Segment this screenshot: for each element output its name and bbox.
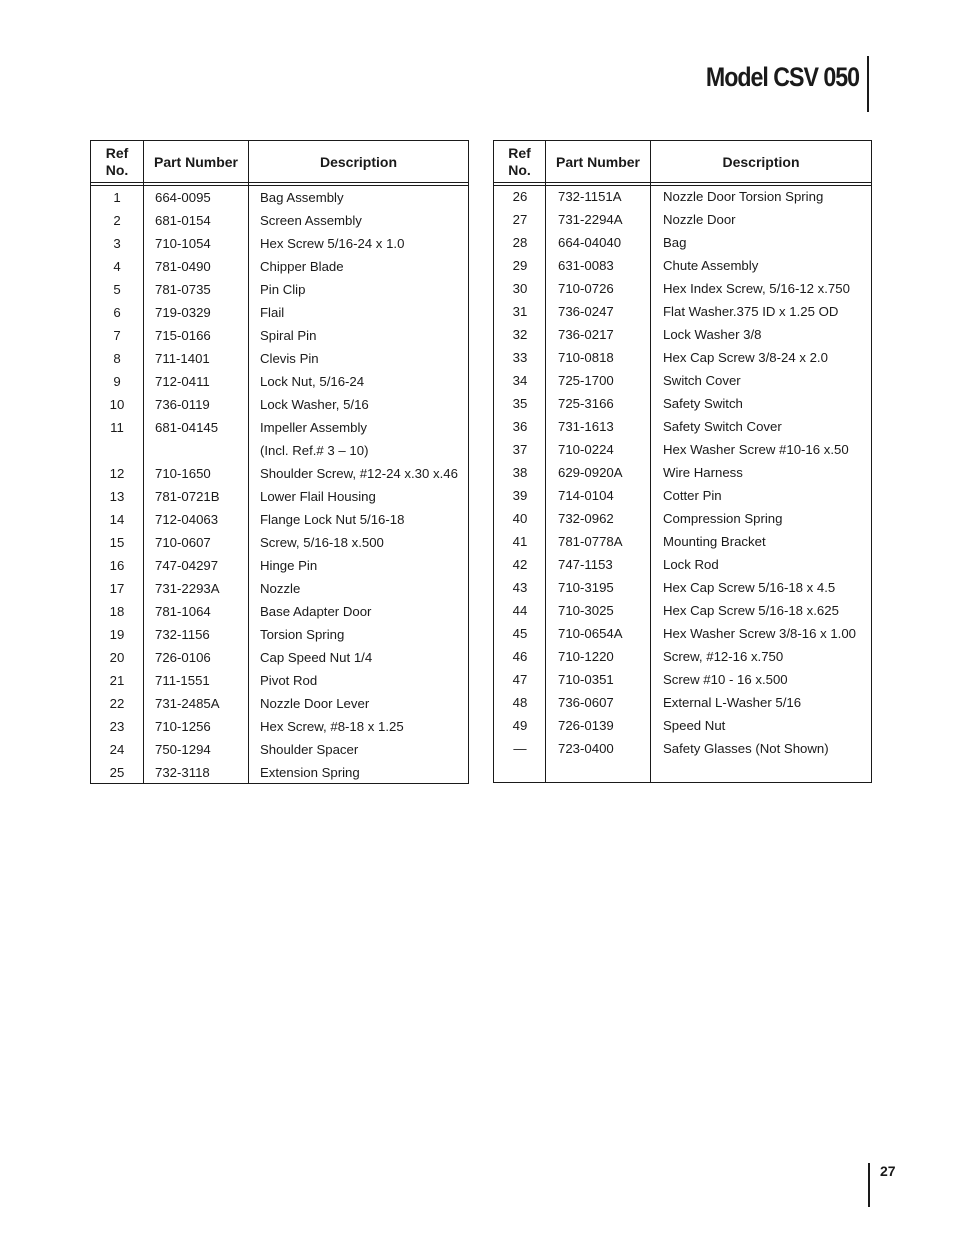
ref-cell: — xyxy=(513,741,527,756)
table-row xyxy=(91,278,468,301)
part-number-cell: 781-0721B xyxy=(155,489,220,504)
description-cell: Screw #10 - 16 x.500 xyxy=(663,672,788,687)
ref-cell: 2 xyxy=(113,213,121,228)
description-cell: Hinge Pin xyxy=(260,558,318,573)
ref-cell: 13 xyxy=(109,489,125,504)
table-row xyxy=(494,507,871,530)
part-number-cell: 712-04063 xyxy=(155,512,219,527)
table-row xyxy=(91,600,468,623)
ref-cell: 16 xyxy=(109,558,125,573)
part-number-cell: 681-04145 xyxy=(155,420,219,435)
description-cell: Chipper Blade xyxy=(260,259,344,274)
part-number-cell: 781-0735 xyxy=(155,282,211,297)
part-number-cell: 710-0818 xyxy=(558,350,614,365)
ref-cell: 48 xyxy=(512,695,528,710)
ref-cell: 7 xyxy=(113,328,121,343)
part-number-cell: 726-0139 xyxy=(558,718,614,733)
table-row xyxy=(494,415,871,438)
table-row xyxy=(494,461,871,484)
ref-cell: 22 xyxy=(109,696,125,711)
table-row xyxy=(494,369,871,392)
table-row xyxy=(91,646,468,669)
part-number-cell: 747-1153 xyxy=(558,557,613,572)
ref-cell: 20 xyxy=(109,650,125,665)
part-number-cell: 719-0329 xyxy=(155,305,211,320)
table-row xyxy=(494,277,871,300)
part-number-cell: 710-1054 xyxy=(155,236,211,251)
description-cell: Safety Glasses (Not Shown) xyxy=(663,741,829,756)
ref-cell: 8 xyxy=(113,351,121,366)
ref-cell: 39 xyxy=(512,488,528,503)
description-cell: Lock Washer, 5/16 xyxy=(260,397,369,412)
ref-cell: 9 xyxy=(113,374,121,389)
part-number-cell: 725-1700 xyxy=(558,373,614,388)
part-number-cell: 736-0217 xyxy=(558,327,614,342)
ref-cell: 41 xyxy=(512,534,528,549)
ref-cell: 45 xyxy=(512,626,528,641)
table-row xyxy=(494,622,871,645)
part-number-cell: 736-0119 xyxy=(155,397,210,412)
parts-table-right xyxy=(493,140,872,783)
part-number-cell: 736-0247 xyxy=(558,304,614,319)
ref-cell: 11 xyxy=(110,420,124,435)
table-row xyxy=(494,254,871,277)
part-number-cell: 726-0106 xyxy=(155,650,211,665)
description-cell: Pin Clip xyxy=(260,282,306,297)
description-cell: Nozzle Door xyxy=(663,212,736,227)
ref-cell: 33 xyxy=(512,350,528,365)
table-row xyxy=(494,392,871,415)
description-cell: Compression Spring xyxy=(663,511,783,526)
description-cell: Hex Index Screw, 5/16-12 x.750 xyxy=(663,281,850,296)
description-cell: Flange Lock Nut 5/16-18 xyxy=(260,512,405,527)
ref-cell: 17 xyxy=(109,581,125,596)
description-cell: Hex Screw, #8-18 x 1.25 xyxy=(260,719,404,734)
description-cell: Pivot Rod xyxy=(260,673,318,688)
part-number-cell: 681-0154 xyxy=(155,213,211,228)
description-cell: Safety Switch Cover xyxy=(663,419,782,434)
page-number: 27 xyxy=(880,1163,896,1179)
description-cell: Cotter Pin xyxy=(663,488,722,503)
description-cell: Spiral Pin xyxy=(260,328,317,343)
part-number-cell: 732-1156 xyxy=(155,627,210,642)
description-cell: Screw, 5/16-18 x.500 xyxy=(260,535,384,550)
part-number-cell: 629-0920A xyxy=(558,465,623,480)
part-number-cell: 781-1064 xyxy=(155,604,211,619)
ref-cell: 30 xyxy=(512,281,528,296)
title-rule xyxy=(867,56,869,112)
part-number-cell: 631-0083 xyxy=(558,258,614,273)
table-row xyxy=(91,209,468,232)
ref-cell: 6 xyxy=(113,305,121,320)
part-number-cell: 731-2293A xyxy=(155,581,220,596)
description-cell: Nozzle Door Torsion Spring xyxy=(663,189,824,204)
table-row xyxy=(494,438,871,461)
table-row xyxy=(494,346,871,369)
part-number-cell: 715-0166 xyxy=(155,328,211,343)
part-number-cell: 750-1294 xyxy=(155,742,211,757)
part-number-cell: 711-1401 xyxy=(155,351,210,366)
ref-cell: 31 xyxy=(512,304,528,319)
description-cell: Hex Cap Screw 5/16-18 x.625 xyxy=(663,603,839,618)
part-number-cell: 710-1256 xyxy=(155,719,211,734)
description-cell: Nozzle Door Lever xyxy=(260,696,370,711)
description-cell: Torsion Spring xyxy=(260,627,345,642)
part-number-cell: 747-04297 xyxy=(155,558,219,573)
part-number-cell: 731-2485A xyxy=(155,696,220,711)
ref-cell: 21 xyxy=(109,673,125,688)
table-row xyxy=(494,553,871,576)
description-cell: Base Adapter Door xyxy=(260,604,372,619)
table-row xyxy=(91,255,468,278)
table-row xyxy=(91,623,468,646)
ref-cell: 3 xyxy=(113,236,121,251)
table-row xyxy=(91,301,468,324)
page-title: Model CSV 050 xyxy=(705,62,859,92)
ref-cell: 35 xyxy=(512,396,528,411)
table-row xyxy=(91,485,468,508)
table-row xyxy=(494,668,871,691)
part-number-cell: 714-0104 xyxy=(558,488,614,503)
ref-cell: 14 xyxy=(109,512,125,527)
description-cell: Hex Cap Screw 3/8-24 x 2.0 xyxy=(663,350,828,365)
table-row xyxy=(91,715,468,738)
part-number-cell: 732-0962 xyxy=(558,511,614,526)
description-cell: Lock Nut, 5/16-24 xyxy=(260,374,365,389)
table-row xyxy=(91,232,468,255)
table-row xyxy=(494,185,871,208)
table-row xyxy=(91,508,468,531)
description-cell: Hex Washer Screw 3/8-16 x 1.00 xyxy=(663,626,857,641)
table-row xyxy=(91,416,468,439)
description-cell: Screw, #12-16 x.750 xyxy=(663,649,784,664)
ref-cell: 28 xyxy=(512,235,528,250)
part-number-cell: 736-0607 xyxy=(558,695,614,710)
table-row xyxy=(91,370,468,393)
table-row xyxy=(91,347,468,370)
description-cell: Hex Washer Screw #10-16 x.50 xyxy=(663,442,849,457)
ref-cell: 47 xyxy=(512,672,528,687)
description-cell: Clevis Pin xyxy=(260,351,319,366)
description-cell: Shoulder Screw, #12-24 x.30 x.46 xyxy=(260,466,458,481)
page-number-rule xyxy=(868,1163,870,1207)
table-row xyxy=(91,692,468,715)
header-description: Description xyxy=(319,153,397,170)
description-cell: Mounting Bracket xyxy=(663,534,766,549)
table-row xyxy=(494,208,871,231)
table-row xyxy=(91,324,468,347)
ref-cell: 1 xyxy=(113,190,121,205)
part-number-cell: 664-0095 xyxy=(155,190,211,205)
ref-cell: 36 xyxy=(512,419,528,434)
description-cell: Chute Assembly xyxy=(663,258,759,273)
ref-cell: 49 xyxy=(512,718,528,733)
part-number-cell: 710-0726 xyxy=(558,281,614,296)
ref-cell: 40 xyxy=(512,511,528,526)
part-number-cell: 711-1551 xyxy=(155,673,210,688)
part-number-cell: 710-3025 xyxy=(558,603,614,618)
description-cell: Flat Washer.375 ID x 1.25 OD xyxy=(663,304,839,319)
table-row xyxy=(494,599,871,622)
ref-cell: 42 xyxy=(512,557,528,572)
table-row xyxy=(91,186,468,209)
description-cell: Extension Spring xyxy=(260,765,360,780)
table-row xyxy=(91,462,468,485)
table-row xyxy=(494,484,871,507)
ref-cell: 26 xyxy=(512,189,528,204)
part-number-cell: 710-0607 xyxy=(155,535,211,550)
part-number-cell: 712-0411 xyxy=(155,374,210,389)
ref-cell: 25 xyxy=(109,765,125,780)
ref-cell: 23 xyxy=(109,719,125,734)
description-cell: Hex Cap Screw 5/16-18 x 4.5 xyxy=(663,580,836,595)
ref-cell: 38 xyxy=(512,465,528,480)
ref-cell: 19 xyxy=(109,627,125,642)
ref-cell: 4 xyxy=(113,259,121,274)
description-cell: Lower Flail Housing xyxy=(260,489,376,504)
description-cell: Bag xyxy=(663,235,687,250)
part-number-cell: 710-3195 xyxy=(558,580,614,595)
table-row xyxy=(494,323,871,346)
description-cell: (Incl. Ref.# 3 – 10) xyxy=(260,443,369,458)
ref-cell: 37 xyxy=(512,442,528,457)
ref-cell: 24 xyxy=(109,742,125,757)
description-cell: Cap Speed Nut 1/4 xyxy=(260,650,373,665)
table-row xyxy=(494,576,871,599)
description-cell: Shoulder Spacer xyxy=(260,742,359,757)
description-cell: External L-Washer 5/16 xyxy=(663,695,802,710)
description-cell: Lock Rod xyxy=(663,557,719,572)
ref-cell: 15 xyxy=(109,535,125,550)
description-cell: Flail xyxy=(260,305,285,320)
table-row xyxy=(494,645,871,668)
header-ref: Ref No. xyxy=(105,145,129,178)
table-row xyxy=(91,393,468,416)
part-number-cell: 731-1613 xyxy=(558,419,614,434)
ref-cell: 43 xyxy=(512,580,528,595)
part-number-cell: 723-0400 xyxy=(558,741,614,756)
part-number-cell: 710-1220 xyxy=(558,649,614,664)
table-row xyxy=(91,554,468,577)
table-row xyxy=(494,231,871,254)
header-description: Description xyxy=(722,153,800,170)
ref-cell: 34 xyxy=(512,373,528,388)
header-part-number: Part Number xyxy=(153,153,239,170)
ref-cell: 12 xyxy=(109,466,125,481)
description-cell: Switch Cover xyxy=(663,373,741,388)
part-number-cell: 710-0654A xyxy=(558,626,623,641)
table-row xyxy=(494,737,871,760)
part-number-cell: 710-1650 xyxy=(155,466,211,481)
part-number-cell: 732-1151A xyxy=(558,189,622,204)
ref-cell: 18 xyxy=(109,604,125,619)
description-cell: Impeller Assembly xyxy=(260,420,367,435)
ref-cell: 46 xyxy=(512,649,528,664)
ref-cell: 10 xyxy=(109,397,125,412)
ref-cell: 5 xyxy=(113,282,121,297)
ref-cell: 27 xyxy=(512,212,528,227)
table-row xyxy=(494,714,871,737)
ref-cell: 32 xyxy=(512,327,528,342)
table-row xyxy=(91,761,468,784)
table-row xyxy=(494,300,871,323)
part-number-cell: 725-3166 xyxy=(558,396,614,411)
part-number-cell: 710-0351 xyxy=(558,672,614,687)
parts-table-left xyxy=(90,140,469,784)
part-number-cell: 781-0778A xyxy=(558,534,623,549)
description-cell: Lock Washer 3/8 xyxy=(663,327,762,342)
table-row xyxy=(91,531,468,554)
description-cell: Hex Screw 5/16-24 x 1.0 xyxy=(260,236,405,251)
description-cell: Speed Nut xyxy=(663,718,726,733)
table-row xyxy=(91,439,468,462)
part-number-cell: 664-04040 xyxy=(558,235,622,250)
ref-cell: 29 xyxy=(512,258,528,273)
header-part-number: Part Number xyxy=(555,153,641,170)
table-row xyxy=(91,577,468,600)
table-row xyxy=(91,669,468,692)
description-cell: Screen Assembly xyxy=(260,213,362,228)
part-number-cell: 781-0490 xyxy=(155,259,211,274)
ref-cell: 44 xyxy=(512,603,528,618)
part-number-cell: 710-0224 xyxy=(558,442,614,457)
description-cell: Wire Harness xyxy=(663,465,743,480)
description-cell: Safety Switch xyxy=(663,396,743,411)
header-ref: Ref No. xyxy=(508,145,531,178)
description-cell: Bag Assembly xyxy=(260,190,344,205)
part-number-cell: 732-3118 xyxy=(155,765,210,780)
table-row xyxy=(494,530,871,553)
table-row xyxy=(494,691,871,714)
table-row xyxy=(91,738,468,761)
part-number-cell: 731-2294A xyxy=(558,212,623,227)
description-cell: Nozzle xyxy=(260,581,301,596)
